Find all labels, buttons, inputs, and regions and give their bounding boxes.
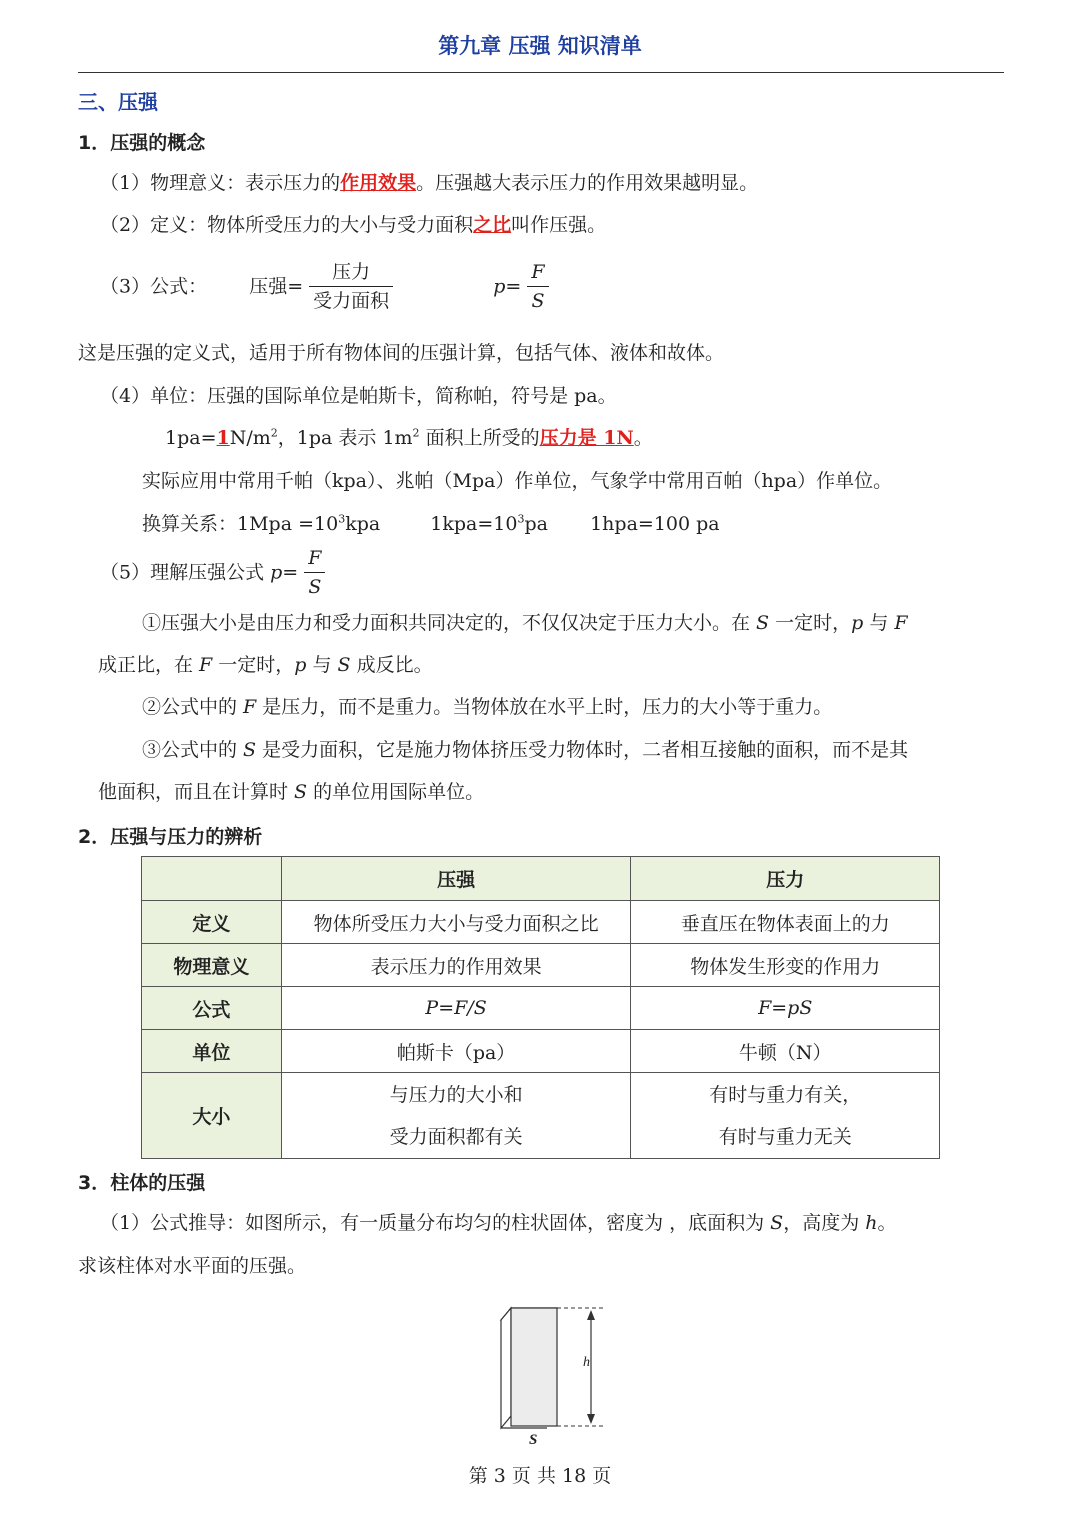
text: N/m xyxy=(229,427,271,449)
formula-note: 这是压强的定义式，适用于所有物体间的压强计算，包括气体、液体和故体。 xyxy=(78,342,725,364)
formula-line xyxy=(100,258,549,315)
text: 1hpa=100 pa xyxy=(590,513,720,535)
text: pa xyxy=(524,513,548,535)
formula-label: （3）公式： xyxy=(100,275,208,298)
text: 面积上所受的 xyxy=(419,427,540,449)
table-cell: 垂直压在物体表面上的力 xyxy=(631,901,940,944)
table-cell: 牛顿（N） xyxy=(631,1030,940,1073)
text: 成反比。 xyxy=(350,654,433,676)
table-row xyxy=(142,901,940,944)
table-header-pressure: 压强 xyxy=(281,857,631,901)
highlight-effect: 作用效果 xyxy=(340,172,417,194)
fraction-denominator: S xyxy=(531,290,545,312)
text: （2）定义：物体所受压力的大小与受力面积 xyxy=(100,214,474,236)
variable: p xyxy=(851,612,864,634)
formula-lhs: p= xyxy=(270,561,299,584)
concept-meaning-line xyxy=(100,170,758,196)
cell-line: 有时与重力无关 xyxy=(718,1125,852,1148)
row-label: 定义 xyxy=(142,901,282,944)
text: ①压强大小是由压力和受力面积共同决定的，不仅仅决定于压力大小。在 xyxy=(142,612,757,634)
row-label: 大小 xyxy=(142,1073,282,1159)
formula-word-fraction xyxy=(309,258,393,315)
text: kpa xyxy=(345,513,381,535)
text: 与 xyxy=(863,612,895,634)
column-figure xyxy=(495,1302,615,1452)
text: （1）公式推导：如图所示，有一质量分布均匀的柱状固体，密度为 ，底面积为 xyxy=(100,1212,771,1234)
subsection-column-title: 3．柱体的压强 xyxy=(78,1172,206,1194)
superscript: 3 xyxy=(338,512,346,526)
text: 是受力面积，它是施力物体挤压受力物体时，二者相互接触的面积，而不是其 xyxy=(256,739,909,761)
subsection-compare-title: 2．压强与压力的辨析 xyxy=(78,826,263,848)
table-row xyxy=(142,1073,940,1159)
table-row xyxy=(142,944,940,987)
arrow-head-up-icon xyxy=(587,1310,595,1320)
common-units-line: 实际应用中常用千帕（kpa）、兆帕（Mpa）作单位，气象学中常用百帕（hpa）作单位。 xyxy=(142,470,893,492)
text: 。 xyxy=(633,427,653,449)
text: 。 xyxy=(877,1212,897,1234)
table-row xyxy=(142,987,940,1030)
fraction-denominator: 受力面积 xyxy=(313,290,390,312)
section-title: 三、压强 xyxy=(78,90,158,114)
point-1-line-2 xyxy=(98,652,433,678)
understand-formula-line xyxy=(100,544,325,601)
text: 一定时， xyxy=(769,612,852,634)
fraction-numerator: 压力 xyxy=(309,258,393,287)
point-1-line-1 xyxy=(142,610,908,636)
formula-symbol-fraction xyxy=(527,258,548,315)
cell-line: 有时与重力有关， xyxy=(709,1083,862,1106)
table-cell: 表示压力的作用效果 xyxy=(281,944,631,987)
cell-line: 与压力的大小和 xyxy=(389,1083,523,1106)
text: ，1pa 表示 1m xyxy=(277,427,413,449)
table-row xyxy=(142,1030,940,1073)
formula-fraction xyxy=(304,544,325,601)
text: ，高度为 xyxy=(783,1212,866,1234)
row-label: 单位 xyxy=(142,1030,282,1073)
text: 1pa= xyxy=(165,427,217,449)
text: 1Mpa =10 xyxy=(237,513,339,535)
point-3-line-1 xyxy=(142,737,908,763)
derivation-line-2: 求该柱体对水平面的压强。 xyxy=(78,1255,307,1277)
header-divider xyxy=(78,72,1004,73)
text: ②公式中的 xyxy=(142,696,244,718)
text: 1kpa=10 xyxy=(430,513,518,535)
height-label: h xyxy=(583,1355,590,1370)
text: 与 xyxy=(306,654,338,676)
variable: S xyxy=(243,739,257,761)
text: 成正比，在 xyxy=(98,654,200,676)
superscript: 3 xyxy=(517,512,525,526)
fraction-denominator: S xyxy=(308,576,322,598)
variable: S xyxy=(770,1212,784,1234)
variable: S xyxy=(294,781,308,803)
variable: p xyxy=(294,654,307,676)
table-header-force: 压力 xyxy=(631,857,940,901)
fraction-numerator: F xyxy=(304,544,325,573)
conversion-line xyxy=(142,511,720,537)
page-header-title: 第九章 压强 知识清单 xyxy=(438,34,642,58)
arrow-head-down-icon xyxy=(587,1414,595,1424)
concept-definition-line xyxy=(100,212,606,238)
table-cell xyxy=(281,1073,631,1159)
variable: h xyxy=(865,1212,878,1234)
variable: S xyxy=(756,612,770,634)
text: 。压强越大表示压力的作用效果越明显。 xyxy=(416,172,759,194)
text: （1）物理意义：表示压力的 xyxy=(100,172,341,194)
text: 是压力，而不是重力。当物体放在水平上时，压力的大小等于重力。 xyxy=(256,696,833,718)
table-cell: 物体所受压力大小与受力面积之比 xyxy=(281,901,631,944)
point-3-line-2 xyxy=(98,779,484,805)
column-body xyxy=(501,1308,557,1428)
comparison-table xyxy=(141,856,940,1159)
text: 一定时， xyxy=(212,654,295,676)
table-cell: F=pS xyxy=(631,987,940,1030)
variable: S xyxy=(337,654,351,676)
unit-definition-line xyxy=(165,425,653,451)
derivation-line-1 xyxy=(100,1210,897,1236)
table-cell: 物体发生形变的作用力 xyxy=(631,944,940,987)
page-number: 第 3 页 共 18 页 xyxy=(468,1465,612,1487)
formula-symbol-lhs: p= xyxy=(493,275,522,298)
table-corner-cell xyxy=(142,857,282,901)
highlight-force: 压力是 1N xyxy=(539,427,634,449)
point-2-line xyxy=(142,694,832,720)
variable: F xyxy=(243,696,257,718)
table-header-row xyxy=(142,857,940,901)
table-cell xyxy=(631,1073,940,1159)
superscript: 2 xyxy=(270,426,278,440)
variable: F xyxy=(894,612,908,634)
text: （5）理解压强公式 xyxy=(100,561,271,584)
formula-word-lhs: 压强= xyxy=(249,275,304,298)
base-label: S xyxy=(529,1432,538,1448)
superscript: 2 xyxy=(412,426,420,440)
table-cell: 帕斯卡（pa） xyxy=(281,1030,631,1073)
text: 叫作压强。 xyxy=(511,214,607,236)
table-cell: P=F/S xyxy=(281,987,631,1030)
fraction-numerator: F xyxy=(527,258,548,287)
row-label: 物理意义 xyxy=(142,944,282,987)
highlight-ratio: 之比 xyxy=(473,214,512,236)
cell-line: 受力面积都有关 xyxy=(389,1125,523,1148)
highlight-one: 1 xyxy=(216,427,230,449)
unit-line: （4）单位：压强的国际单位是帕斯卡，简称帕，符号是 pa。 xyxy=(100,385,617,407)
text: 的单位用国际单位。 xyxy=(307,781,485,803)
variable: F xyxy=(199,654,213,676)
row-label: 公式 xyxy=(142,987,282,1030)
text: ③公式中的 xyxy=(142,739,244,761)
subsection-concept-title: 1．压强的概念 xyxy=(78,132,206,154)
text: 他面积，而且在计算时 xyxy=(98,781,295,803)
text: 换算关系： xyxy=(142,513,238,535)
